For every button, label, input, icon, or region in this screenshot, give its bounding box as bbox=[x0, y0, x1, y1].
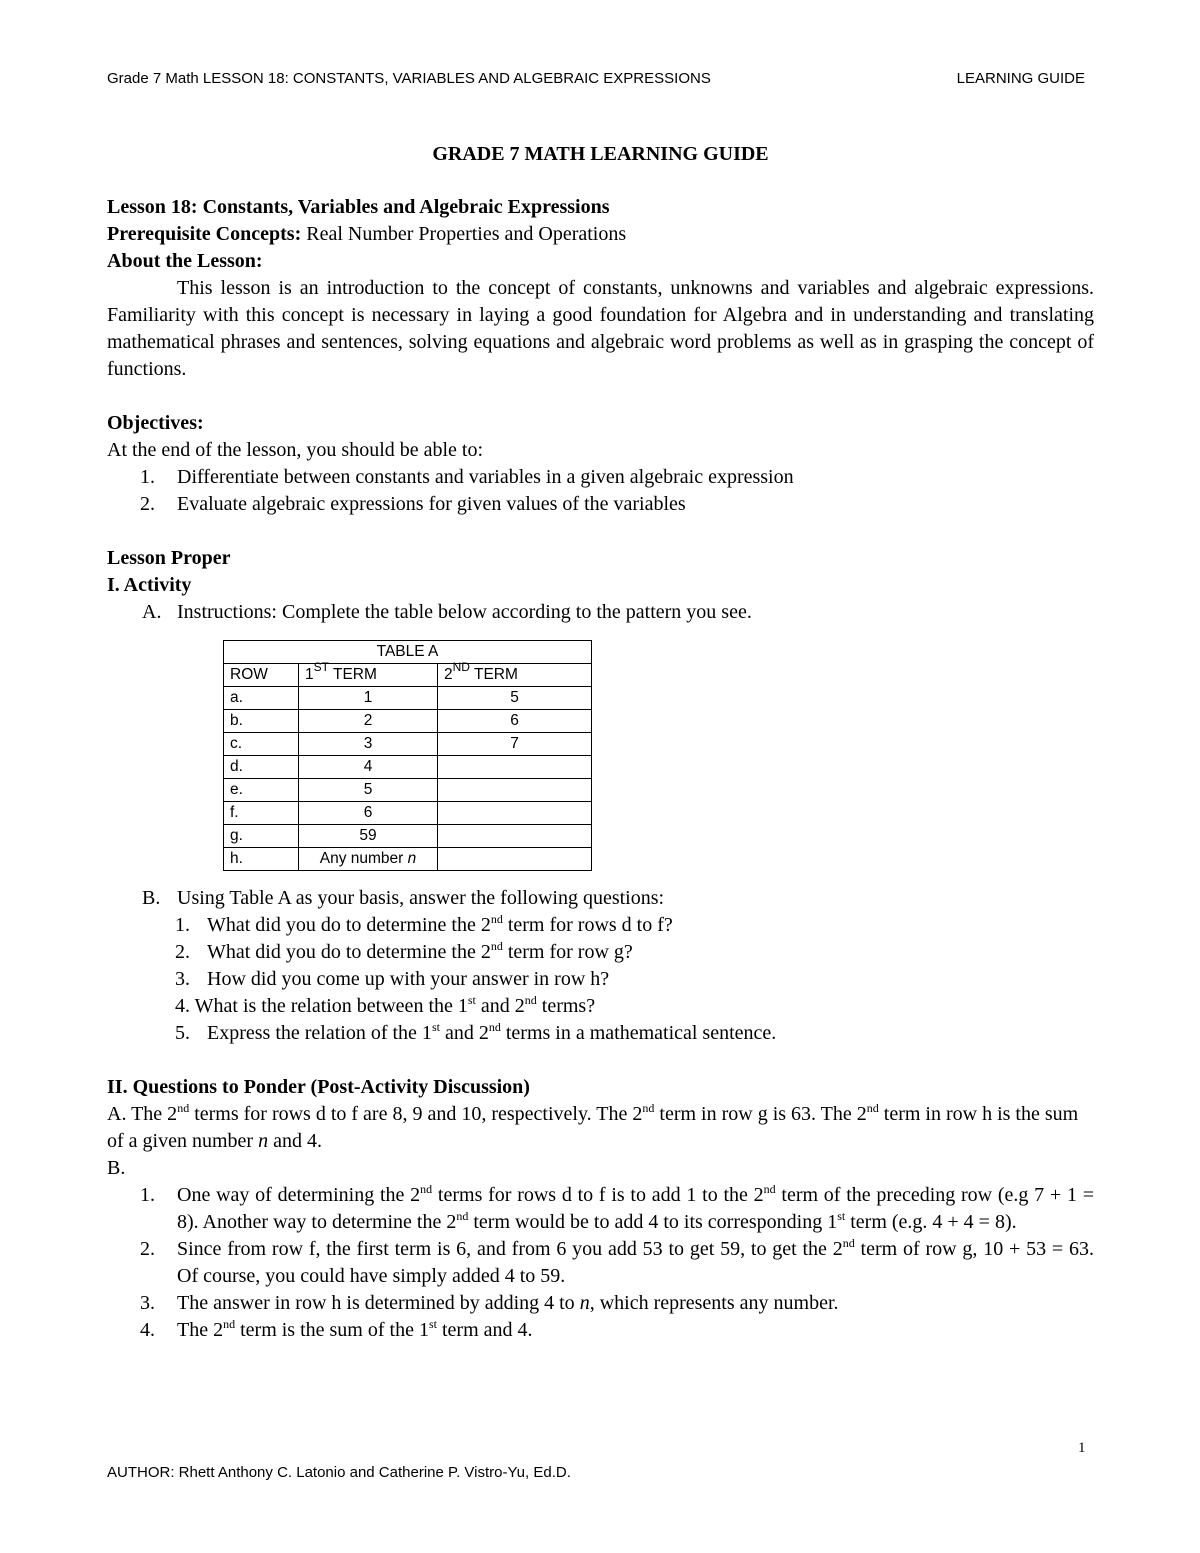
list-item: 1. One way of determining the 2nd terms for rows d to f is to add 1 to the 2nd term of the preceding row (e.g 7 + 1 = 8). Another way to determine the 2nd term would be to add 4 to its corresponding 1st term (e.g. 4 + 4 = 8). bbox=[140, 1182, 1095, 1233]
list-item: B. Using Table A as your basis, answer the following questions: bbox=[142, 887, 665, 909]
list-number: A. bbox=[142, 601, 162, 623]
list-item: 4. The 2nd term is the sum of the 1st term and 4. bbox=[140, 1317, 533, 1341]
page-number: 1 bbox=[1078, 1440, 1086, 1456]
prerequisite-label: Prerequisite Concepts: bbox=[107, 223, 302, 245]
page-footer: AUTHOR: Rhett Anthony C. Latonio and Catherine P. Vistro-Yu, Ed.D. bbox=[107, 1464, 571, 1481]
table-row: b. 2 6 bbox=[224, 710, 592, 733]
list-text: Instructions: Complete the table below according to the pattern you see. bbox=[177, 601, 752, 623]
instructions bbox=[107, 599, 1094, 626]
table-row: f. 6 bbox=[224, 802, 592, 825]
list-item: 2. Since from row f, the first term is 6, and from 6 you add 53 to get 59, to get the 2nd term of row g, 10 + 53 = 63. Of course, you could have simply added 4 to 59. bbox=[140, 1236, 1094, 1287]
table-title: TABLE A bbox=[224, 641, 592, 664]
question-3: 3. How did you come up with your answer in row h? bbox=[175, 968, 610, 990]
part-b bbox=[107, 885, 1094, 912]
page-title: GRADE 7 MATH LEARNING GUIDE bbox=[432, 143, 769, 165]
part-b-questions bbox=[107, 912, 1094, 1047]
header-left: Grade 7 Math LESSON 18: CONSTANTS, VARIABLES AND ALGEBRAIC EXPRESSIONS bbox=[107, 70, 711, 87]
table-row: c. 3 7 bbox=[224, 733, 592, 756]
table-row: a. 1 5 bbox=[224, 687, 592, 710]
table-row: g. 59 bbox=[224, 825, 592, 848]
question-2: 2. What did you do to determine the 2nd term for row g? bbox=[175, 939, 633, 963]
table-a-wrapper bbox=[223, 640, 1094, 871]
lesson-proper-label: Lesson Proper bbox=[107, 547, 231, 569]
question-1: 1. What did you do to determine the 2nd term for rows d to f? bbox=[175, 912, 673, 936]
activity-label: I. Activity bbox=[107, 574, 192, 596]
table-header-first-term: 1ST TERM bbox=[299, 664, 438, 687]
ponder-a: A. The 2nd terms for rows d to f are 8, 9 and 10, respectively. The 2nd term in row g is 63. The 2nd term in row h is the sum of a given number n and 4. bbox=[107, 1101, 1079, 1152]
objectives-list bbox=[107, 464, 1094, 518]
lesson-title: Lesson 18: Constants, Variables and Algebraic Expressions bbox=[107, 196, 610, 218]
table-row: h. Any number n bbox=[224, 848, 592, 871]
list-item bbox=[140, 491, 1094, 518]
about-label: About the Lesson: bbox=[107, 250, 263, 272]
page-header bbox=[107, 70, 1085, 87]
list-item bbox=[142, 599, 1094, 626]
document-body bbox=[107, 141, 1094, 1344]
objectives-label: Objectives: bbox=[107, 412, 204, 434]
list-item: 3. The answer in row h is determined by adding 4 to n, which represents any number. bbox=[140, 1292, 839, 1314]
objectives-intro: At the end of the lesson, you should be able to: bbox=[107, 439, 484, 461]
table-header-second-term: 2ND TERM bbox=[438, 664, 592, 687]
ponder-label: II. Questions to Ponder (Post-Activity Discussion) bbox=[107, 1076, 530, 1098]
list-number: 1. bbox=[140, 466, 155, 488]
table-a bbox=[223, 640, 592, 871]
table-header-row: ROW bbox=[224, 664, 299, 687]
question-5: 5. Express the relation of the 1st and 2nd terms in a mathematical sentence. bbox=[175, 1020, 777, 1044]
question-4: 4. What is the relation between the 1st and 2nd terms? bbox=[175, 993, 596, 1017]
about-text: This lesson is an introduction to the concept of constants, unknowns and variables and algebraic expressions. Familiarity with this concept is necessary in laying a good foundation for Algebra and in understanding and translating mathematical phrases and sentences, solving equations and algebraic word problems as well as in grasping the concept of functions. bbox=[107, 277, 1094, 380]
list-text: Evaluate algebraic expressions for given values of the variables bbox=[177, 493, 686, 515]
prerequisite-text: Real Number Properties and Operations bbox=[301, 223, 627, 245]
ponder-b-list bbox=[107, 1182, 1094, 1344]
prerequisite bbox=[107, 221, 1094, 248]
list-number: 2. bbox=[140, 493, 155, 515]
list-text: Differentiate between constants and variables in a given algebraic expression bbox=[177, 466, 794, 488]
table-row: e. 5 bbox=[224, 779, 592, 802]
list-item bbox=[140, 464, 1094, 491]
header-right: LEARNING GUIDE bbox=[956, 70, 1085, 87]
table-row: d. 4 bbox=[224, 756, 592, 779]
ponder-b-label: B. bbox=[107, 1157, 126, 1179]
